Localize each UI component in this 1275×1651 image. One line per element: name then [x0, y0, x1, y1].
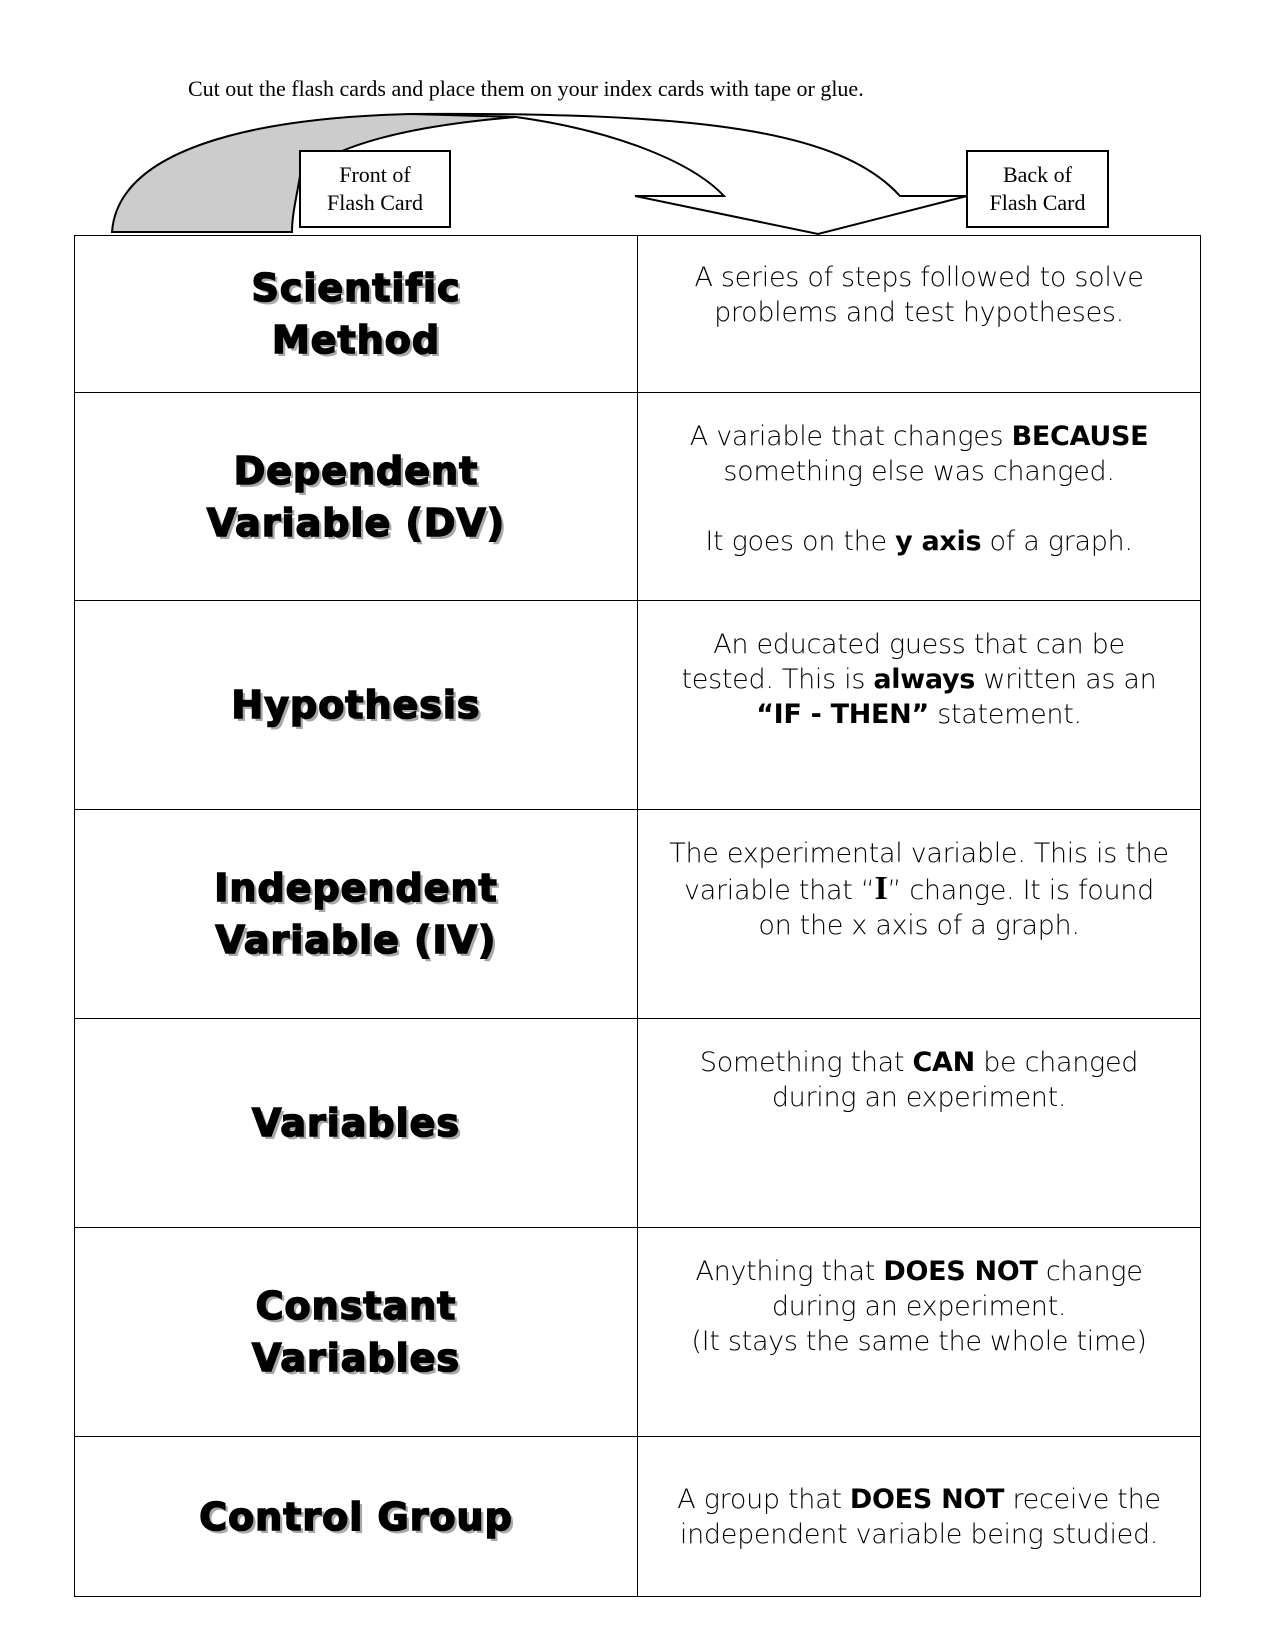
emphasis-text: DOES NOT — [883, 1256, 1038, 1287]
term-line: Hypothesis — [231, 683, 481, 727]
definition-line — [656, 454, 1182, 489]
emphasis-text: DOES NOT — [849, 1483, 1005, 1515]
card-definition — [638, 236, 1200, 392]
definition-text: independent variable being studied. — [679, 1518, 1159, 1550]
instructions-text: Cut out the flash cards and place them on your index cards with tape or glue. — [188, 76, 864, 101]
definition-line — [656, 524, 1182, 559]
definition-line — [656, 871, 1182, 908]
card-definition — [638, 1228, 1200, 1436]
term-line: Method — [271, 318, 441, 362]
emphasis-text: y axis — [895, 526, 982, 557]
definition-text: variable that “ — [684, 875, 875, 906]
definition-text: written as an — [975, 664, 1157, 695]
definition-line — [656, 908, 1182, 943]
definition-text: something else was changed. — [723, 456, 1115, 487]
card-term — [75, 1437, 638, 1596]
back-of-flash-card-label — [966, 150, 1109, 228]
card-definition — [638, 1437, 1200, 1596]
definition-line — [656, 1482, 1182, 1517]
flash-card-row — [75, 393, 1200, 601]
definition-text: The experimental variable. This is the — [669, 838, 1169, 869]
definition-line — [656, 697, 1182, 732]
term-line: Scientific — [251, 266, 461, 310]
definition-text: change — [1037, 1256, 1143, 1287]
back-label-line2: Flash Card — [989, 190, 1086, 215]
term-line: Constant — [255, 1284, 457, 1328]
definition-text: tested. This is — [681, 664, 874, 695]
definition-text: on the x axis of a graph. — [758, 910, 1080, 941]
card-term — [75, 601, 638, 809]
definition-line — [656, 419, 1182, 454]
definition-text: ” change. It is found — [887, 875, 1154, 906]
definition-line — [656, 1045, 1182, 1080]
card-definition — [638, 810, 1200, 1018]
front-label-line2: Flash Card — [327, 190, 423, 215]
definition-line — [656, 1324, 1182, 1359]
emphasis-text: “IF - THEN” — [756, 699, 929, 730]
definition-text: It goes on the — [705, 526, 896, 557]
definition-line — [656, 1080, 1182, 1115]
term-line: Independent — [214, 866, 498, 910]
definition-text: Anything that — [695, 1256, 884, 1287]
card-definition — [638, 1019, 1200, 1227]
definition-line — [656, 260, 1182, 295]
term-line: Variable (IV) — [215, 918, 497, 962]
card-definition — [638, 393, 1200, 600]
flash-card-row — [75, 810, 1200, 1019]
term-line: Variables — [252, 1101, 460, 1145]
definition-text: Something that — [699, 1047, 913, 1078]
definition-text: of a graph. — [981, 526, 1133, 557]
definition-text: problems and test hypotheses. — [714, 297, 1124, 328]
definition-text: An educated guess that can be — [713, 629, 1125, 660]
emphasis-text: CAN — [912, 1047, 975, 1078]
term-line: Control Group — [199, 1494, 513, 1539]
definition-line — [656, 627, 1182, 662]
flash-card-row — [75, 1437, 1200, 1596]
term-line: Variable (DV) — [206, 500, 506, 545]
front-label-line1: Front of — [339, 162, 411, 187]
definition-text: be changed — [974, 1047, 1139, 1078]
card-term — [75, 1019, 638, 1227]
definition-line — [656, 295, 1182, 330]
emphasis-text: always — [873, 664, 976, 695]
definition-text: A group that — [677, 1483, 850, 1515]
definition-text: statement. — [928, 699, 1082, 730]
definition-text: during an experiment. — [771, 1291, 1067, 1322]
card-term — [75, 1228, 638, 1436]
definition-line — [656, 1517, 1182, 1552]
flash-card-row — [75, 1019, 1200, 1228]
card-term — [75, 236, 638, 392]
flash-card-table — [74, 235, 1201, 1597]
definition-text: (It stays the same the whole time) — [691, 1326, 1147, 1357]
definition-line — [656, 662, 1182, 697]
term-line: Dependent — [233, 448, 479, 493]
definition-text: I — [874, 870, 888, 907]
definition-text: A variable that changes — [689, 421, 1012, 452]
card-term — [75, 393, 638, 600]
definition-text: receive the — [1004, 1483, 1161, 1515]
emphasis-text: BECAUSE — [1011, 421, 1149, 452]
definition-text: during an experiment. — [771, 1082, 1067, 1113]
definition-line — [656, 1254, 1182, 1289]
flash-card-row — [75, 236, 1200, 393]
card-term — [75, 810, 638, 1018]
flash-card-row — [75, 1228, 1200, 1437]
flash-card-row — [75, 601, 1200, 810]
definition-line — [656, 1289, 1182, 1324]
definition-line — [656, 836, 1182, 871]
card-definition — [638, 601, 1200, 809]
term-line: Variables — [252, 1336, 460, 1380]
back-label-line1: Back of — [1002, 162, 1072, 187]
front-of-flash-card-label — [299, 150, 451, 228]
line-gap — [656, 489, 1182, 524]
definition-text: A series of steps followed to solve — [694, 262, 1144, 293]
